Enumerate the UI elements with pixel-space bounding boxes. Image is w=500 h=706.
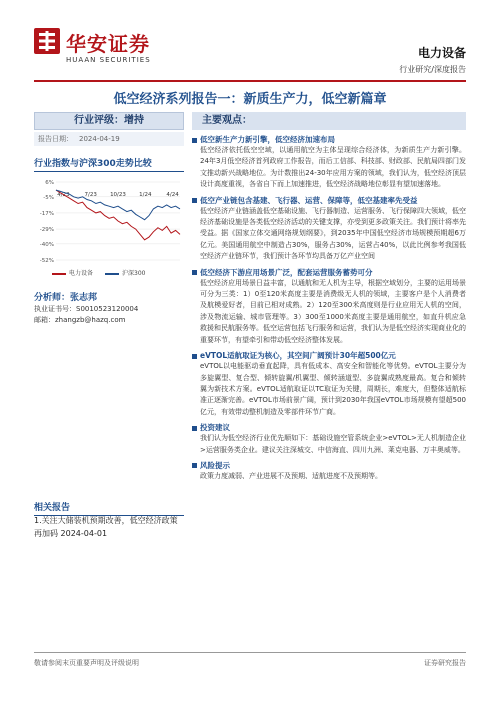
logo-english: HUAAN SECURITIES	[66, 56, 151, 64]
key-point-title: 低空新生产力新引擎，低空经济加速布局	[192, 134, 466, 145]
index-chart-svg	[34, 176, 184, 266]
y-tick-label: -40%	[39, 241, 54, 248]
y-tick-label: 6%	[45, 180, 54, 186]
analyst-block	[34, 293, 184, 326]
key-point	[192, 350, 466, 418]
y-tick-label: -29%	[39, 227, 54, 234]
related-report-link[interactable]: 1.关注大储装机预期改善，低空经济政策再加码 2024-04-01	[34, 516, 178, 538]
bullet-icon	[192, 270, 197, 275]
analyst-email[interactable]: 邮箱：zhangzb@hazq.com	[34, 316, 126, 324]
y-tick-label: -17%	[39, 210, 54, 217]
bullet-icon	[192, 463, 197, 468]
bullet-icon	[192, 354, 197, 359]
report-date-label: 报告日期：	[38, 135, 73, 143]
analyst-cert: 执业证书号：S0010523120004	[34, 305, 139, 313]
industry-label: 电力设备	[417, 46, 466, 60]
bullet-icon	[192, 426, 197, 431]
bullet-icon	[192, 138, 197, 143]
report-date	[34, 132, 184, 146]
key-point	[192, 267, 466, 346]
key-point-title: 低空产业链包含基建、飞行器、运营、保障等，低空基建率先受益	[192, 195, 466, 206]
key-point	[192, 422, 466, 456]
legend-item-sector: 电力设备	[52, 268, 93, 277]
y-tick-label: -5%	[43, 194, 54, 201]
bullet-icon	[192, 198, 197, 203]
footer-divider	[34, 652, 466, 653]
header-divider	[34, 80, 466, 82]
analyst-name: 分析师：张志邦	[34, 293, 98, 303]
key-point	[192, 134, 466, 191]
legend-item-csi300: 沪深300	[105, 268, 145, 277]
key-points	[192, 112, 466, 482]
related-reports-title: 相关报告	[34, 500, 184, 516]
key-point-body: 低空经济应用场景日益丰富，以通航和无人机为主导，根据空域划分，主要的运用场景可分为三类：1）0至120米高度主要是消费级无人机的领域，主要客户是个人消费者及航模爱好者，目前已相对成熟。2）120至300米高度则是行业应用无人机的空间，涉及物流运输、城市管理等。3）300至1000米高度主要是通用航空，如直升机应急救援和民航服务等。低空运营包括飞行服务和运营，我们认为是低空经济实现商业化的重要环节，有望牵引和带动低空经济整体发展。	[200, 278, 466, 344]
left-column	[34, 112, 184, 326]
key-points-header: 主要观点：	[192, 112, 466, 130]
x-tick-label: 1/24	[139, 192, 152, 198]
key-point-body: eVTOL以电能驱动垂直起降，具有低成本、高安全和智能化等优势。eVTOL主要分为多旋翼型、复合型、倾转旋翼/机翼型、倾转涵道型、多旋翼成熟度最高。复合和倾转翼为新技术方案。eVTOL适航取证以TC取证为关键，周期长，难度大，但整体适航标准正逐渐完善。eVTOL市场前景广阔，预计到2030年我国eVTOL市场规模有望超500亿元，有效带动整机制造及零部件环节广商。	[200, 362, 466, 416]
footer-disclaimer: 敬请参阅末页重要声明及评级说明	[34, 659, 139, 667]
y-tick-label: -52%	[39, 258, 54, 264]
x-tick-label: 7/23	[84, 192, 97, 198]
logo-icon	[34, 28, 60, 54]
index-chart	[34, 176, 184, 266]
key-point-body: 我们认为低空经济行业优先顺如下：基础设施空管系统企业>eVTOL>无人机制造企业>运营服务类企业。建议关注深城交、中信海直、四川九洲、莱克电器、万丰奥威等。	[200, 434, 466, 454]
chart-section-title: 行业指数与沪深300走势比较	[34, 156, 184, 172]
key-point	[192, 460, 466, 482]
logo-text: 华安证券	[66, 32, 150, 56]
x-tick-label: 4/23	[57, 192, 70, 198]
report-header	[34, 28, 466, 78]
chart-legend	[34, 268, 184, 277]
x-tick-label: 4/24	[166, 192, 179, 198]
rating-bar: 行业评级：增持	[34, 112, 184, 130]
key-point-body: 低空经济依托低空空域，以通用航空为主体呈现综合经济体，为新质生产力新引擎。24年3月低空经济首列政府工作报告，而后工信部、科技部、财政部、民航局四部门发文推动新兴战略地位。为计数推出24-30年应用方案的领域，我们认为，低空经济顶层设计高度重视，各省自下而上加速推进，低空经济战略地位彰显有望加速落地。	[200, 146, 466, 189]
key-point	[192, 195, 466, 263]
report-date-value: 2024-04-19	[79, 135, 120, 143]
key-point-title: 风险提示	[192, 460, 466, 471]
footer-label: 证券研究报告	[424, 659, 466, 667]
report-type: 行业研究/深度报告	[399, 65, 466, 74]
key-point-body: 低空经济产业链涵盖低空基础设施、飞行器制造、运营服务、飞行保障四大领域，低空经济基础设施是各类低空经济活动的关键支撑，亦受到更多政策关注。我们预计将率先受益。据《国家立体交通网络规划纲要》，到2035年中国低空经济市场规模预期超6万亿元。美国通用航空中制造占30%，服务占30%，运营占40%，以此比例参考我国低空经济产业链环节，我们预计各环节均具备万亿产业空间	[200, 206, 466, 261]
key-point-title: eVTOL适航取证为核心，其空间广阔预计30年超500亿元	[192, 350, 466, 361]
x-tick-label: 10/23	[110, 192, 126, 198]
key-points-list	[192, 134, 466, 482]
report-title: 低空经济系列报告一：新质生产力，低空新篇章	[113, 92, 387, 107]
key-point-title: 低空经济下游应用场景广泛，配套运营服务蓄势可分	[192, 267, 466, 278]
key-point-body: 政策力度减弱、产业进展不及预期、适航进度不及预期等。	[200, 471, 382, 480]
key-point-title: 投资建议	[192, 422, 466, 433]
